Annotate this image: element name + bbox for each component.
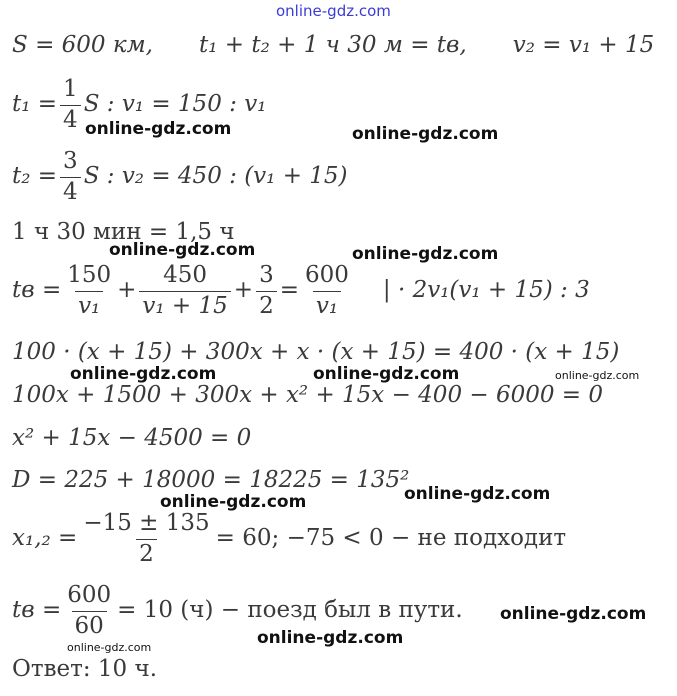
watermark-top: online-gdz.com xyxy=(276,2,391,20)
simplified-equation-text: 100x + 1500 + 300x + x² + 15x − 400 − 6000 = 0 xyxy=(12,382,604,408)
plus-sign-2: + xyxy=(233,277,254,304)
given-distance: S = 600 км, xyxy=(12,32,153,58)
watermark: online-gdz.com xyxy=(352,244,499,264)
travel-time-fraction-num: 600 xyxy=(67,582,112,608)
travel-time-lhs: tв = xyxy=(12,597,62,624)
fraction-150 xyxy=(64,262,114,320)
t2-fraction-den: 4 xyxy=(60,177,81,207)
t2-fraction xyxy=(60,148,81,206)
roots-lhs: x₁,₂ = xyxy=(12,525,78,552)
t1-rhs: S : v₁ = 150 : v₁ xyxy=(83,91,267,118)
discriminant-text: D = 225 + 18000 = 18225 = 135² xyxy=(12,467,410,493)
t1-fraction xyxy=(60,76,81,134)
t2-rhs: S : v₂ = 450 : (v₁ + 15) xyxy=(83,163,348,190)
fraction-150-den: v₁ xyxy=(75,291,103,321)
watermark: online-gdz.com xyxy=(404,484,551,504)
t1-fraction-num: 1 xyxy=(63,76,78,102)
watermark: online-gdz.com xyxy=(313,364,460,384)
roots-fraction-num: −15 ± 135 xyxy=(83,510,210,536)
fraction-3-2 xyxy=(256,262,277,320)
answer-text: Ответ: 10 ч. xyxy=(12,656,158,682)
simplified-equation xyxy=(12,382,603,410)
given-speed-relation: v₂ = v₁ + 15 xyxy=(512,32,655,58)
given-line xyxy=(12,32,654,60)
multiply-note: | · 2v₁(v₁ + 15) : 3 xyxy=(382,277,590,304)
watermark: online-gdz.com xyxy=(500,604,647,624)
roots-fraction xyxy=(80,510,212,568)
equals-sign: = xyxy=(279,277,299,304)
t2-fraction-num: 3 xyxy=(63,148,78,174)
fraction-600-den: v₁ xyxy=(313,291,341,321)
watermark: online-gdz.com xyxy=(70,364,217,384)
t1-fraction-den: 4 xyxy=(60,105,81,135)
t1-lhs: t₁ = xyxy=(12,91,58,118)
fraction-3-2-den: 2 xyxy=(256,291,277,321)
total-time-equation xyxy=(12,262,590,320)
plus-sign-1: + xyxy=(117,277,137,304)
roots-equation xyxy=(12,510,566,568)
fraction-450-den: v₁ + 15 xyxy=(139,291,230,321)
watermark-small: online-gdz.com xyxy=(555,369,640,382)
expanded-equation-text: 100 · (x + 15) + 300x + x · (x + 15) = 400 · (x + 15) xyxy=(12,339,620,365)
expanded-equation xyxy=(12,339,619,367)
roots-rhs: = 60; −75 < 0 − не подходит xyxy=(215,525,567,552)
fraction-450 xyxy=(139,262,230,320)
given-time-sum: t₁ + t₂ + 1 ч 30 м = tв, xyxy=(198,32,467,58)
fraction-3-2-num: 3 xyxy=(259,262,274,288)
fraction-150-num: 150 xyxy=(67,262,112,288)
t2-equation xyxy=(12,148,348,206)
travel-time-fraction-den: 60 xyxy=(72,611,107,641)
watermark: online-gdz.com xyxy=(109,240,256,260)
watermark: online-gdz.com xyxy=(257,628,404,648)
fraction-450-num: 450 xyxy=(163,262,208,288)
quadratic-equation xyxy=(12,425,251,453)
t2-lhs: t₂ = xyxy=(12,163,58,190)
watermark: online-gdz.com xyxy=(352,124,499,144)
total-time-lhs: tв = xyxy=(12,277,62,304)
watermark-small: online-gdz.com xyxy=(67,641,152,654)
quadratic-equation-text: x² + 15x − 4500 = 0 xyxy=(12,425,252,451)
time-conversion-text: 1 ч 30 мин = 1,5 ч xyxy=(12,219,235,245)
fraction-600-num: 600 xyxy=(304,262,349,288)
watermark: online-gdz.com xyxy=(160,492,307,512)
travel-time-rhs: = 10 (ч) − поезд был в пути. xyxy=(117,597,463,624)
fraction-600 xyxy=(302,262,352,320)
watermark: online-gdz.com xyxy=(85,119,232,139)
travel-time-fraction xyxy=(64,582,114,640)
roots-fraction-den: 2 xyxy=(136,539,157,569)
discriminant xyxy=(12,467,409,495)
answer-line xyxy=(12,656,157,684)
